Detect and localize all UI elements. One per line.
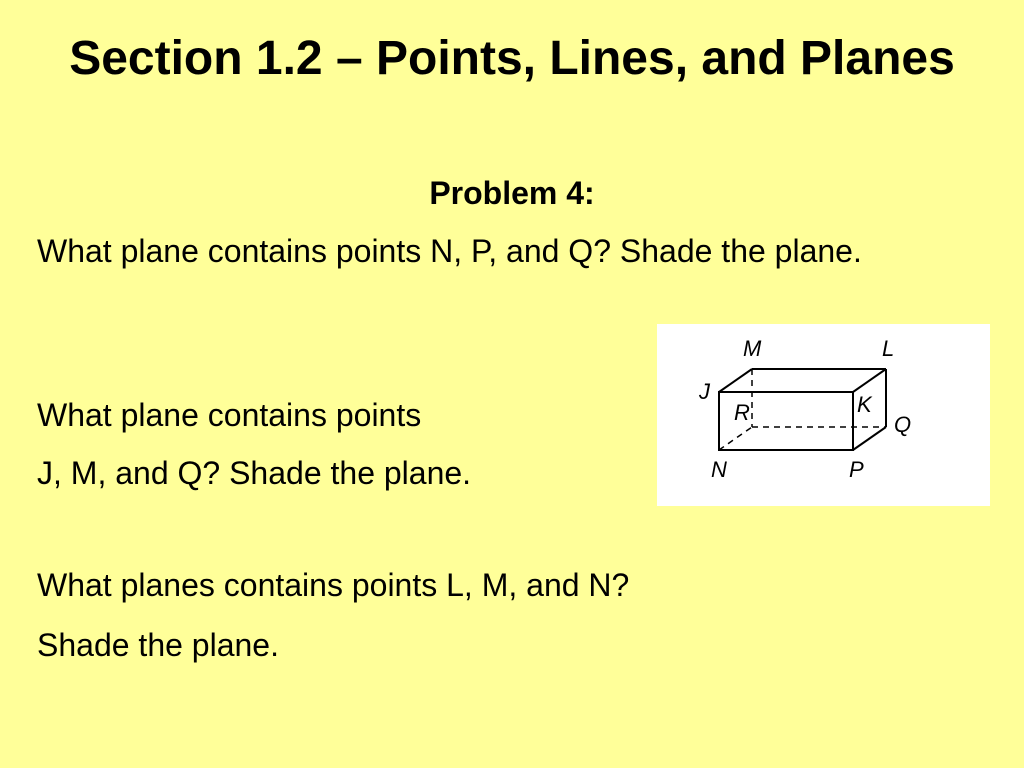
label-q: Q: [894, 412, 912, 437]
question-2-line-1: What plane contains points: [37, 397, 422, 433]
prism-figure: [657, 324, 990, 506]
prism-diagram: [657, 324, 990, 506]
question-1: What plane contains points N, P, and Q? Shade the plane.: [37, 233, 862, 269]
label-n: N: [711, 457, 727, 482]
question-3-line-2: Shade the plane.: [37, 627, 279, 663]
edge-top-right: [853, 369, 886, 392]
edge-right-bottom: [853, 427, 886, 450]
problem-heading: Problem 4:: [429, 175, 595, 211]
edge-top-left: [719, 369, 752, 392]
label-k: K: [857, 392, 872, 417]
label-p: P: [849, 457, 864, 482]
question-3-line-1: What planes contains points L, M, and N?: [37, 567, 630, 603]
label-r: R: [734, 400, 750, 425]
hidden-edge-diagonal: [719, 427, 752, 450]
slide-title: Section 1.2 – Points, Lines, and Planes: [69, 32, 955, 85]
label-m: M: [743, 336, 762, 361]
question-2-line-2: J, M, and Q? Shade the plane.: [37, 455, 472, 491]
label-l: L: [882, 336, 895, 361]
label-j: J: [699, 379, 710, 404]
